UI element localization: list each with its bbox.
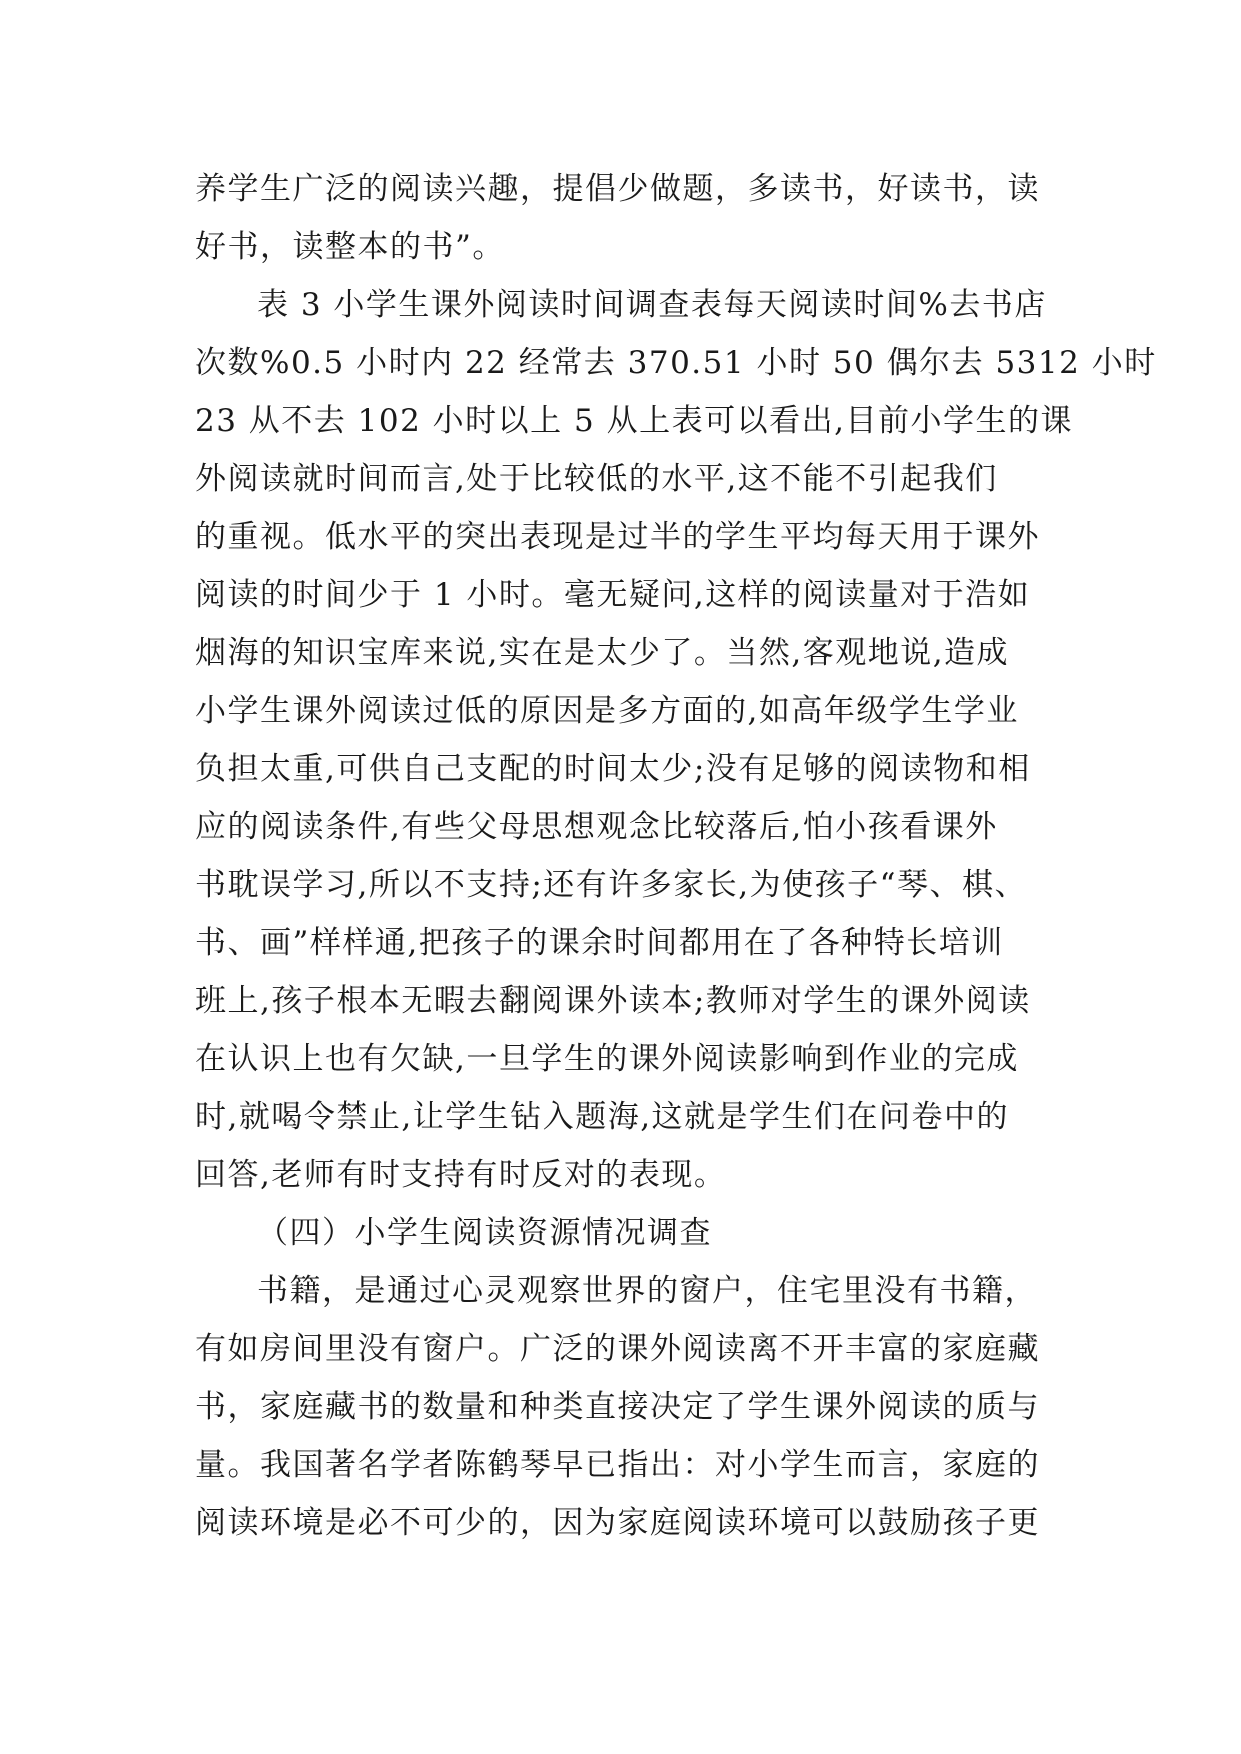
- text-line: 的重视。低水平的突出表现是过半的学生平均每天用于课外: [195, 519, 1040, 555]
- text-line: 书耽误学习,所以不支持;还有许多家长,为使孩子“琴、棋、: [195, 867, 1027, 903]
- text-line: 23 从不去 102 小时以上 5 从上表可以看出,目前小学生的课: [195, 403, 1073, 439]
- text-line: 书，家庭藏书的数量和种类直接决定了学生课外阅读的质与: [195, 1389, 1040, 1425]
- text-line: 外阅读就时间而言,处于比较低的水平,这不能不引起我们: [195, 461, 998, 497]
- text-line: 有如房间里没有窗户。广泛的课外阅读离不开丰富的家庭藏: [195, 1331, 1040, 1367]
- text-line: 负担太重,可供自己支配的时间太少;没有足够的阅读物和相: [195, 751, 1031, 787]
- text-line: 量。我国著名学者陈鹤琴早已指出：对小学生而言，家庭的: [195, 1447, 1040, 1483]
- text-line: 班上,孩子根本无暇去翻阅课外读本;教师对学生的课外阅读: [195, 983, 1031, 1019]
- paragraph-start-line: 表 3 小学生课外阅读时间调查表每天阅读时间%去书店: [257, 287, 1047, 323]
- text-line: 阅读环境是必不可少的，因为家庭阅读环境可以鼓励孩子更: [195, 1505, 1040, 1541]
- text-line: 在认识上也有欠缺,一旦学生的课外阅读影响到作业的完成: [195, 1041, 1019, 1077]
- section-heading: （四）小学生阅读资源情况调查: [257, 1215, 712, 1251]
- text-line: 小学生课外阅读过低的原因是多方面的,如高年级学生学业: [195, 693, 1019, 729]
- text-line: 回答,老师有时支持有时反对的表现。: [195, 1157, 727, 1193]
- text-line: 次数%0.5 小时内 22 经常去 370.51 小时 50 偶尔去 5312 小时: [195, 345, 1157, 381]
- text-line: 时,就喝令禁止,让学生钻入题海,这就是学生们在问卷中的: [195, 1099, 1010, 1135]
- text-line: 烟海的知识宝库来说,实在是太少了。当然,客观地说,造成: [195, 635, 1010, 671]
- body-text: [195, 160, 1157, 1552]
- text-line: 养学生广泛的阅读兴趣，提倡少做题，多读书，好读书，读: [195, 171, 1040, 207]
- text-line: 阅读的时间少于 1 小时。毫无疑问,这样的阅读量对于浩如: [195, 577, 1031, 613]
- paragraph-start-line: 书籍，是通过心灵观察世界的窗户，住宅里没有书籍，: [257, 1273, 1037, 1309]
- text-line: 好书，读整本的书”。: [195, 229, 505, 265]
- text-line: 书、画”样样通,把孩子的课余时间都用在了各种特长培训: [195, 925, 1004, 961]
- text-line: 应的阅读条件,有些父母思想观念比较落后,怕小孩看课外: [195, 809, 998, 845]
